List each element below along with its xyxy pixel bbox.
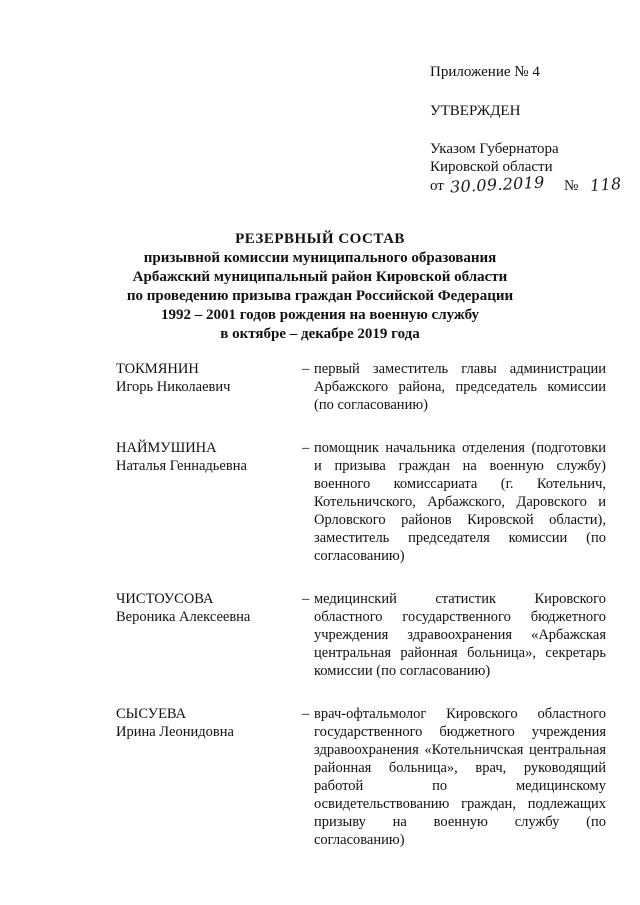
title-main: РЕЗЕРВНЫЙ СОСТАВ [235, 231, 405, 247]
decree-date-number [430, 172, 623, 197]
member-given-name: Вероника Алексеевна [116, 609, 251, 625]
decree-line: Кировской области [430, 159, 553, 175]
member-surname: НАЙМУШИНА [116, 440, 217, 456]
appendix-label: Приложение № 4 [430, 64, 540, 80]
handwritten-date: 30.09.2019 [449, 172, 545, 197]
member-role: медицинский статистик Кировского областного государственного бюджетного учреждения здравоохранения «Арбажская центральная районная больница», секретарь комиссии (по согласованию) [314, 591, 606, 679]
member-name [116, 705, 286, 741]
members-list [116, 360, 606, 849]
member-given-name: Игорь Николаевич [116, 379, 231, 395]
member-role: врач-офтальмолог Кировского областного государственного бюджетного учреждения здравоохранения «Котельничская центральная районная больница», врач, руководящий работой по медицинскому освидетельствованию граждан, подлежащих призыву на военную службу (по согласованию) [314, 706, 606, 848]
member-entry [116, 705, 606, 849]
member-role: помощник начальника отделения (подготовки и призыва граждан на военную службу) военного комиссариата (г. Котельнич, Котельничского, Арбажского, Даровского и Орловского районов Кировской области), заместитель председателя комиссии (по согласованию) [314, 440, 606, 564]
member-surname: ЧИСТОУСОВА [116, 591, 214, 607]
handwritten-number: 118 [589, 173, 623, 196]
member-entry [116, 439, 606, 565]
date-prefix: от [430, 178, 444, 194]
member-given-name: Ирина Леонидовна [116, 724, 234, 740]
title-line: по проведению призыва граждан Российской Федерации [126, 288, 514, 304]
decree-reference [430, 140, 559, 176]
number-label: № [563, 178, 579, 194]
member-surname: СЫСУЕВА [116, 706, 187, 722]
title-line: призывной комиссии муниципального образования [143, 250, 497, 266]
member-dash: – [302, 706, 310, 722]
title-line: Арбажский муниципальный район Кировской области [132, 269, 508, 285]
title-line: 1992 – 2001 годов рождения на военную службу [160, 307, 480, 323]
member-dash: – [302, 440, 310, 456]
title-line: в октябре – декабре 2019 года [220, 326, 420, 342]
member-entry [116, 360, 606, 414]
member-dash: – [302, 361, 310, 377]
approved-label: УТВЕРЖДЕН [430, 103, 521, 119]
member-given-name: Наталья Геннадьевна [116, 458, 247, 474]
document-title [0, 230, 640, 344]
member-name [116, 360, 286, 396]
member-name [116, 439, 286, 475]
member-name [116, 590, 286, 626]
member-surname: ТОКМЯНИН [116, 361, 199, 377]
decree-line: Указом Губернатора [430, 141, 559, 157]
member-dash: – [302, 591, 310, 607]
member-role: первый заместитель главы администрации Арбажского района, председатель комиссии (по согласованию) [314, 361, 606, 413]
member-entry [116, 590, 606, 680]
